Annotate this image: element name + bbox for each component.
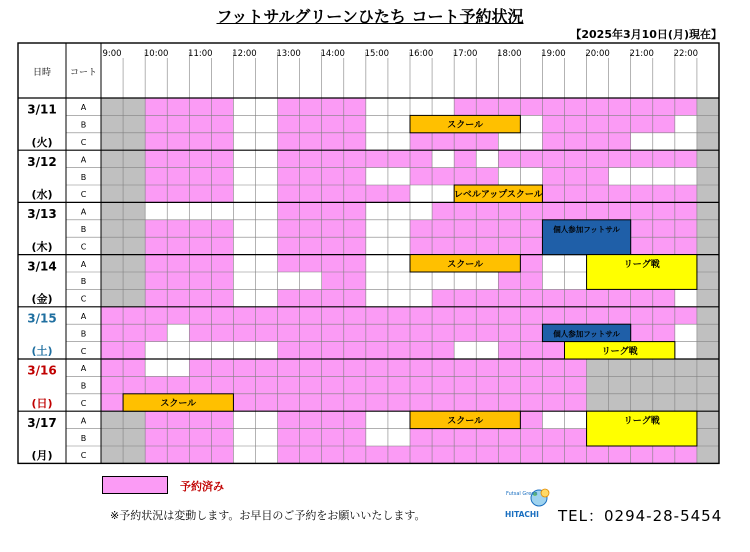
booked-block [278,446,697,463]
day-weekday: (土) [31,344,53,358]
time-label: 17:00 [452,49,478,59]
court-label: A [80,103,87,113]
event-label: リーグ戦 [623,416,660,427]
court-label: C [80,294,87,304]
time-label: 15:00 [364,49,390,59]
event-label: スクール [447,120,484,131]
booked-block [454,150,476,167]
day-date: 3/17 [27,415,57,430]
day-date: 3/12 [27,154,57,169]
logo-ball-icon [505,486,551,510]
day-weekday: (月) [31,449,53,463]
event-label: スクール [160,398,197,409]
court-label: A [80,207,87,217]
booked-block [498,98,697,115]
event-label: スクール [447,259,484,270]
time-label: 21:00 [629,49,654,59]
day-weekday: (火) [31,135,53,149]
day-weekday: (日) [31,396,53,410]
footer-note: ※予約状況は変動します。お早目のご予約をお願いいたします。 [110,509,426,522]
day-date: 3/11 [27,102,57,117]
logo [505,486,551,520]
day-date: 3/15 [27,311,57,326]
time-label: 12:00 [232,49,257,59]
day-weekday: (金) [31,292,53,306]
logo-text: HITACHI [505,510,539,519]
time-label: 11:00 [188,49,213,59]
booked-block [278,150,433,167]
closed-block [697,255,719,272]
event-label: リーグ戦 [623,259,660,270]
court-label: C [80,451,87,461]
court-label: C [80,137,87,147]
court-column-header: コート [69,68,98,78]
closed-block [697,133,719,150]
closed-block [697,237,719,254]
day-date: 3/13 [27,207,57,222]
time-label: 10:00 [143,49,169,59]
court-label: B [80,277,87,287]
closed-block [697,411,719,428]
closed-block [697,446,719,463]
time-label: 18:00 [497,49,522,59]
court-label: A [80,364,87,374]
booked-block [101,324,167,341]
day-date: 3/16 [27,363,57,378]
closed-block [697,150,719,167]
closed-block [697,98,719,115]
closed-block [697,168,719,185]
time-label: 19:00 [541,49,566,59]
day-date: 3/14 [27,259,57,274]
court-label: A [80,311,87,321]
court-label: B [80,224,87,234]
event-label: スクール [447,416,484,427]
event-label: 個人参加フットサル [553,224,620,234]
event-label: リーグ戦 [601,346,638,357]
booked-block [542,168,608,185]
time-label: 22:00 [673,49,699,59]
court-label: C [80,346,87,356]
booked-block [498,150,697,167]
closed-block [697,324,719,341]
time-label: 13:00 [276,49,301,59]
event-label: 個人参加フットサル [553,329,620,339]
court-label: C [80,398,87,408]
booked-block [432,289,675,306]
page-title: フットサルグリーンひたち コート予約状況 [216,7,524,26]
closed-block [697,115,719,132]
closed-block [697,220,719,237]
court-label: B [80,120,87,130]
day-weekday: (木) [31,240,53,254]
phone-number: TEL：0294-28-5454 [558,507,723,525]
as-of-date: 【2025年3月10日(月)現在】 [570,28,722,41]
time-label: 16:00 [408,49,434,59]
closed-block [697,185,719,202]
court-label: A [80,155,87,165]
booked-block [498,342,564,359]
closed-block [697,289,719,306]
logo-subtext: Futsal Green [506,491,538,497]
court-label: C [80,242,87,252]
event-label: レベルアップスクール [453,190,543,201]
day-weekday: (水) [31,188,53,202]
closed-block [697,202,719,219]
closed-block [697,307,719,324]
court-label: B [80,172,87,182]
date-column-header: 日時 [32,68,52,78]
court-label: B [80,329,87,339]
closed-block [697,272,719,289]
court-label: B [80,381,87,391]
booked-block [101,307,697,324]
court-label: C [80,190,87,200]
booked-block [631,220,697,237]
court-label: A [80,416,87,426]
time-label: 9:00 [102,49,122,59]
time-label: 14:00 [320,49,345,59]
time-label: 20:00 [585,49,610,59]
closed-block [697,342,719,359]
legend-booked-label: 予約済み [180,480,224,493]
court-label: A [80,259,87,269]
court-label: B [80,433,87,443]
closed-block [697,429,719,446]
legend-booked-swatch [102,476,168,494]
